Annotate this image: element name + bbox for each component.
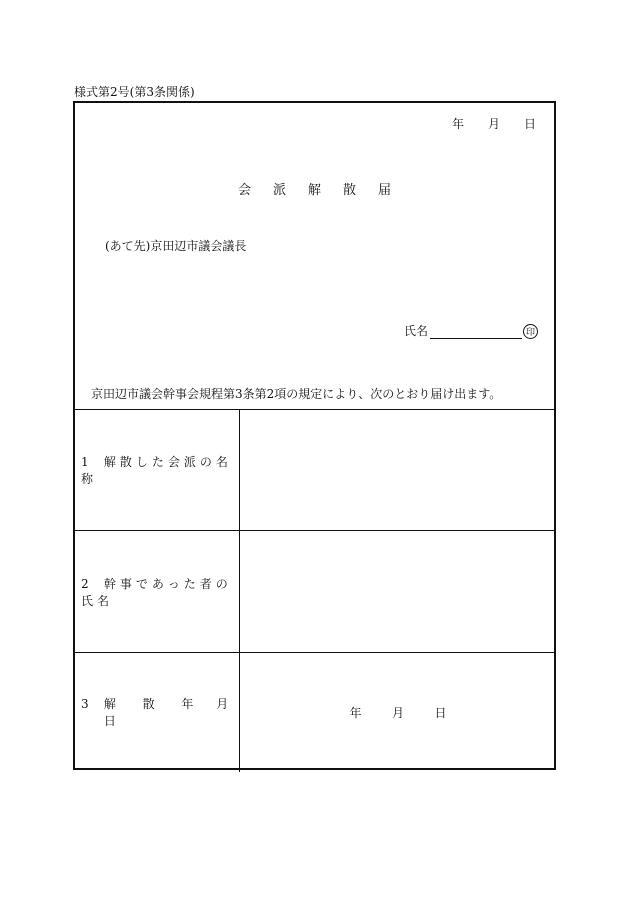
year-label: 年 [349, 705, 362, 720]
form-number-label: 様式第2号(第3条関係) [74, 85, 195, 99]
field-label: 幹事であった者の氏名 [81, 576, 232, 608]
field-label-char: 散 [142, 697, 155, 712]
name-field[interactable] [430, 324, 522, 339]
seal-mark: 印 [523, 324, 538, 339]
table-row [73, 410, 556, 531]
field-label-char: 月 [216, 697, 229, 712]
table-row [73, 652, 556, 772]
name-label: 氏名 [403, 324, 428, 338]
field-label-char: 日 [103, 714, 116, 729]
field-value-cell[interactable] [240, 531, 557, 652]
field-number: 3 [81, 697, 89, 712]
submission-date [452, 115, 536, 132]
form-title: 会派解散届 [237, 183, 413, 198]
field-number: 2 [81, 576, 89, 591]
signature-line [404, 322, 538, 339]
field-label-cell [73, 410, 240, 531]
table-row [73, 531, 556, 652]
statement-text: 京田辺市議会幹事会規程第3条第2項の規定により、次のとおり届け出ます。 [91, 387, 502, 401]
field-label-char: 解 [103, 697, 116, 712]
notification-form [73, 101, 556, 770]
addressee: (あて先)京田辺市議会議長 [105, 239, 247, 253]
dissolution-date-cell[interactable] [240, 652, 557, 772]
field-value-cell[interactable] [240, 410, 557, 531]
fields-table [73, 409, 556, 772]
field-number: 1 [81, 455, 89, 470]
field-label-char: 年 [181, 697, 194, 712]
day-label: 日 [434, 705, 447, 720]
month-label: 月 [391, 705, 404, 720]
day-label: 日 [523, 117, 536, 131]
field-label-cell [73, 652, 240, 772]
year-label: 年 [451, 117, 464, 131]
month-label: 月 [487, 117, 500, 131]
field-label: 解散した会派の名称 [81, 455, 232, 487]
field-label-cell [73, 531, 240, 652]
